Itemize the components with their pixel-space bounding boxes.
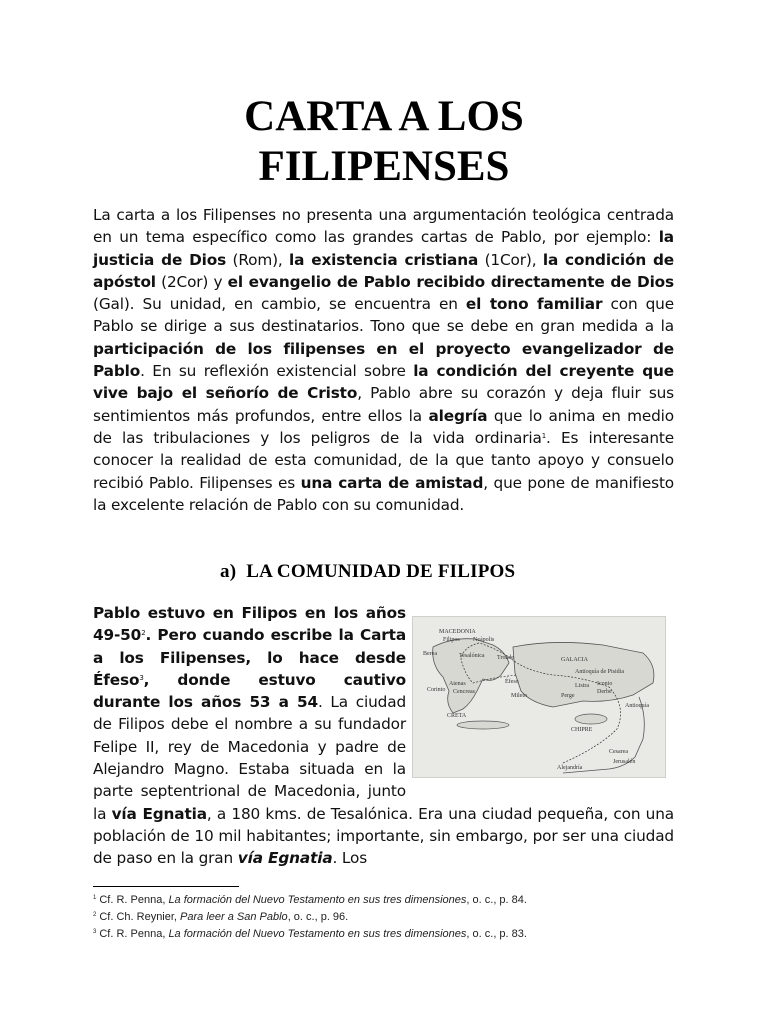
map-label: Filipos (443, 637, 460, 643)
footnote-reference-marker: 3 (139, 673, 144, 682)
body-text: , Pablo abre su corazón y deja fluir sus sentimientos más profundos, entre ellos la (93, 384, 674, 425)
map-label: Listra (575, 683, 589, 689)
footnote-reference-marker: 1 (541, 431, 547, 440)
footnote-number: 3 (93, 929, 97, 935)
footnotes-list (93, 891, 693, 942)
map-label: Neápolis (473, 637, 495, 643)
body-text: , a 180 kms. de Tesalónica. Era una ciudad pequeña, con una población de 10 mil habitantes; importante, sin embargo, por ser una ciudad de paso en la gran (93, 804, 674, 868)
body-text: . Es interesante conocer la realidad de esta comunidad, de la que tanto apoyo y consuelo recibió Pablo. Filipenses es (93, 428, 674, 492)
body-text: . La ciudad de Filipos debe el nombre a su fundador Felipe II, rey de Macedonia y padre de Alejandro Magno. Estaba situada en la parte septentrional de Macedonia, junto la (93, 693, 406, 823)
emphasized-text: la condición del creyente que vive bajo el señorío de Cristo (93, 362, 674, 403)
map-label: GALACIA (561, 657, 588, 663)
map-of-pauline-journeys (412, 616, 666, 778)
body-text: . En su reflexión existencial sobre (140, 362, 414, 381)
map-label: Mileto (511, 693, 527, 699)
map-label: Perge (561, 693, 575, 699)
footnote (93, 925, 693, 942)
map-label: CHIPRE (571, 727, 593, 733)
map-label: CRETA (447, 713, 467, 719)
emphasized-text: participación de los filipenses en el proyecto evangelizador de Pablo (93, 339, 674, 381)
emphasized-text: Pablo estuvo en Filipos en los años 49-50 (93, 604, 406, 645)
map-coastline-greece (433, 639, 509, 713)
map-label: Derbe (597, 689, 612, 695)
emphasized-text: , donde estuvo cautivo durante los años 53 a 54 (93, 670, 406, 712)
map-label: Tesalónica (459, 653, 485, 659)
map-label: Atenas (449, 681, 466, 687)
community-paragraph (93, 602, 674, 870)
footnote-citation: Cf. R. Penna, (99, 894, 169, 906)
intro-paragraph (93, 204, 674, 516)
emphasized-text: vía Egnatia (237, 849, 333, 868)
body-text: , que pone de manifiesto la excelente relación de Pablo con su comunidad. (93, 473, 675, 514)
title-line-2: FILIPENSES (258, 143, 510, 190)
emphasized-text: una carta de amistad (300, 473, 484, 492)
title-line-1: CARTA A LOS (244, 93, 524, 140)
section-heading (220, 560, 515, 584)
footnote-reference: , o. c., p. 96. (287, 911, 349, 923)
map-label: Corinto (427, 687, 446, 693)
body-text: (Gal). Su unidad, en cambio, se encuentra en (93, 295, 466, 314)
footnote-number: 2 (93, 912, 97, 918)
map-label: Alejandría (557, 765, 583, 771)
footnote-book-title: La formación del Nuevo Testamento en sus tres dimensiones (168, 894, 467, 906)
emphasized-text: la existencia cristiana (289, 250, 479, 269)
map-label: Iconio (597, 681, 613, 687)
map-label: MACEDONIA (439, 629, 476, 635)
map-label: Cesarea (609, 749, 628, 755)
map-island-crete (457, 721, 509, 729)
map-label: Antioquía (625, 703, 649, 709)
footnote-reference: , o. c., p. 83. (466, 928, 527, 940)
map-label: Cencreas (453, 689, 475, 695)
section-number: a) (220, 561, 237, 582)
footnote-separator (93, 886, 239, 887)
body-text: La carta a los Filipenses no presenta una argumentación teológica centrada en un tema específico como las grandes cartas de Pablo, por ejemplo: (93, 206, 674, 247)
map-label: Troade (497, 655, 514, 661)
emphasized-text: el evangelio de Pablo recibido directamente de Dios (227, 272, 674, 291)
emphasized-text: la justicia de Dios (93, 228, 674, 269)
footnote (93, 891, 693, 908)
section-title: LA COMUNIDAD DE FILIPOS (246, 561, 516, 582)
emphasized-text: . Pero cuando escribe la Carta a los Filipenses, lo hace desde Éfeso (93, 626, 406, 689)
map-island-cyprus (575, 714, 607, 724)
map-label: Jerusalén (613, 759, 636, 765)
footnote-book-title: Para leer a San Pablo (180, 911, 288, 923)
body-text: (Rom), (226, 250, 290, 269)
document-title (0, 92, 768, 192)
map-label: Éfeso (505, 679, 519, 685)
emphasized-text: la condición de apóstol (93, 250, 674, 291)
footnote-number: 1 (93, 895, 97, 901)
body-text: con que Pablo se dirige a sus destinatarios. Tono que se debe en gran medida a la (93, 295, 674, 336)
emphasized-text: el tono familiar (465, 295, 603, 314)
footnote-citation: Cf. Ch. Reynier, (99, 911, 181, 923)
body-text: (1Cor), (478, 250, 543, 269)
map-label: Berea (423, 651, 437, 657)
map-label: Antioquía de Pisidia (575, 669, 624, 675)
emphasized-text: vía Egnatia (111, 804, 207, 823)
footnote-citation: Cf. R. Penna, (99, 928, 169, 940)
emphasized-text: alegría (428, 406, 488, 425)
footnote-book-title: La formación del Nuevo Testamento en sus tres dimensiones (168, 928, 467, 940)
footnote (93, 908, 693, 925)
body-text: (2Cor) y (155, 272, 228, 291)
body-text: . Los (332, 849, 368, 868)
body-text: que lo anima en medio de las tribulaciones y los peligros de la vida ordinaria (93, 406, 674, 447)
footnote-reference-marker: 2 (141, 629, 146, 638)
footnote-reference: , o. c., p. 84. (466, 894, 527, 906)
